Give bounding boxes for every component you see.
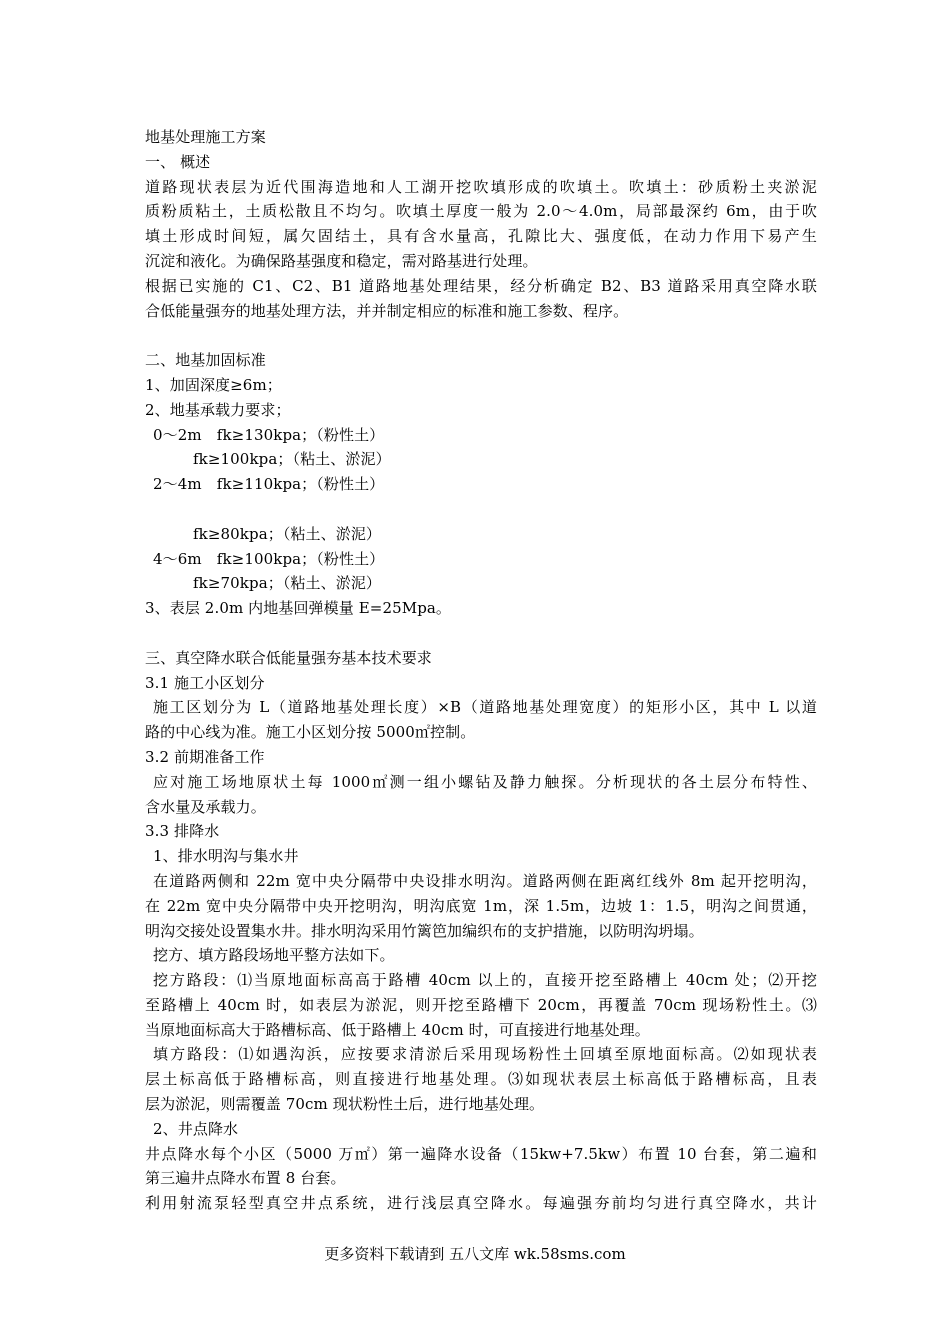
paragraph-line: 层为淤泥，则需覆盖 70cm 现状粉性土后，进行地基处理。 (145, 1095, 545, 1114)
requirement-row: fk≥80kpa；（粘土、淤泥） (193, 524, 382, 543)
paragraph-line: 第三遍井点降水布置 8 台套。 (145, 1169, 346, 1188)
paragraph-line: 在道路两侧和 22m 宽中央分隔带中央设排水明沟。道路两侧在距离红线外 8m 起开挖明沟， (153, 871, 817, 890)
paragraph-line: 利用射流泵轻型真空井点系统，进行浅层真空降水。每遍强夯前均匀进行真空降水，共计 (145, 1194, 817, 1213)
requirement-row: fk≥100kpa；（粘土、淤泥） (193, 450, 391, 469)
requirement-row: 0～2m fk≥130kpa；（粉性土） (153, 425, 385, 444)
paragraph-line: 挖方路段：⑴当原地面标高高于路槽 40cm 以上的，直接开挖至路槽上 40cm 处；⑵开挖 (153, 971, 817, 990)
sub-item-heading: 1、排水明沟与集水井 (153, 847, 299, 866)
paragraph-line: 明沟交接处设置集水井。排水明沟采用竹篱笆加编织布的支护措施，以防明沟坍塌。 (145, 921, 704, 940)
paragraph-line: 至路槽上 40cm 时，如表层为淤泥，则开挖至路槽下 20cm，再覆盖 70cm 现场粉性土。⑶ (145, 995, 817, 1014)
document-body (145, 125, 817, 1216)
section3-heading: 三、真空降水联合低能量强夯基本技术要求 (145, 648, 432, 667)
paragraph-line: 当原地面标高大于路槽标高、低于路槽上 40cm 时，可直接进行地基处理。 (145, 1020, 650, 1039)
paragraph-line: 道路现状表层为近代围海造地和人工湖开挖吹填形成的吹填土。吹填土：砂质粉土夹淤泥 (145, 177, 817, 196)
list-item: 3、表层 2.0m 内地基回弹模量 E=25Mpa。 (145, 599, 452, 618)
blank-line (145, 497, 817, 522)
paragraph-line: 沉淀和液化。为确保路基强度和稳定，需对路基进行处理。 (145, 251, 538, 270)
paragraph-line: 路的中心线为准。施工小区划分按 5000㎡控制。 (145, 723, 476, 742)
subsection-heading: 3.1 施工小区划分 (145, 673, 265, 692)
sub-item-heading: 2、井点降水 (153, 1119, 239, 1138)
paragraph-line: 应对施工场地原状土每 1000㎡测一组小螺钻及静力触探。分析现状的各土层分布特性、 (153, 772, 817, 791)
requirement-row: 2～4m fk≥110kpa；（粉性土） (153, 475, 385, 494)
paragraph-line: 质粉质粘土，土质松散且不均匀。吹填土厚度一般为 2.0～4.0m，局部最深约 6m，由于吹 (145, 202, 817, 221)
section2-heading: 二、地基加固标准 (145, 351, 266, 370)
paragraph-line: 井点降水每个小区（5000 万㎡）第一遍降水设备（15kw+7.5kw）布置 10 台套，第二遍和 (145, 1144, 817, 1163)
list-item: 1、加固深度≥6m； (145, 375, 282, 394)
blank-line (145, 621, 817, 646)
section1-heading: 一、 概述 (145, 152, 211, 171)
blank-line (145, 323, 817, 348)
paragraph-line: 填方路段：⑴如遇沟浜，应按要求清淤后采用现场粉性土回填至原地面标高。⑵如现状表 (153, 1045, 817, 1064)
requirement-row: fk≥70kpa；（粘土、淤泥） (193, 574, 382, 593)
paragraph-line: 填土形成时间短，属欠固结土，具有含水量高，孔隙比大、强度低，在动力作用下易产生 (145, 227, 817, 246)
page-footer: 更多资料下载请到 五八文库 wk.58sms.com (324, 1245, 626, 1263)
subsection-heading: 3.3 排降水 (145, 822, 220, 841)
list-item: 2、地基承载力要求； (145, 400, 291, 419)
paragraph-line: 施工区划分为 L（道路地基处理长度）×B（道路地基处理宽度）的矩形小区，其中 L 以道 (153, 698, 817, 717)
requirement-row: 4～6m fk≥100kpa；（粉性土） (153, 549, 385, 568)
paragraph-line: 层土标高低于路槽标高，则直接进行地基处理。⑶如现状表层土标高低于路槽标高，且表 (145, 1070, 817, 1089)
paragraph-line: 含水量及承载力。 (145, 797, 266, 816)
paragraph-line: 在 22m 宽中央分隔带中央开挖明沟，明沟底宽 1m，深 1.5m，边坡 1：1.5，明沟之间贯通， (145, 896, 817, 915)
paragraph-line: 合低能量强夯的地基处理方法，并并制定相应的标准和施工参数、程序。 (145, 301, 629, 320)
subsection-heading: 3.2 前期准备工作 (145, 747, 265, 766)
document-title: 地基处理施工方案 (145, 128, 266, 146)
paragraph-line: 挖方、填方路段场地平整方法如下。 (153, 946, 395, 965)
paragraph-line: 根据已实施的 C1、C2、B1 道路地基处理结果，经分析确定 B2、B3 道路采用真空降水联 (145, 276, 817, 295)
